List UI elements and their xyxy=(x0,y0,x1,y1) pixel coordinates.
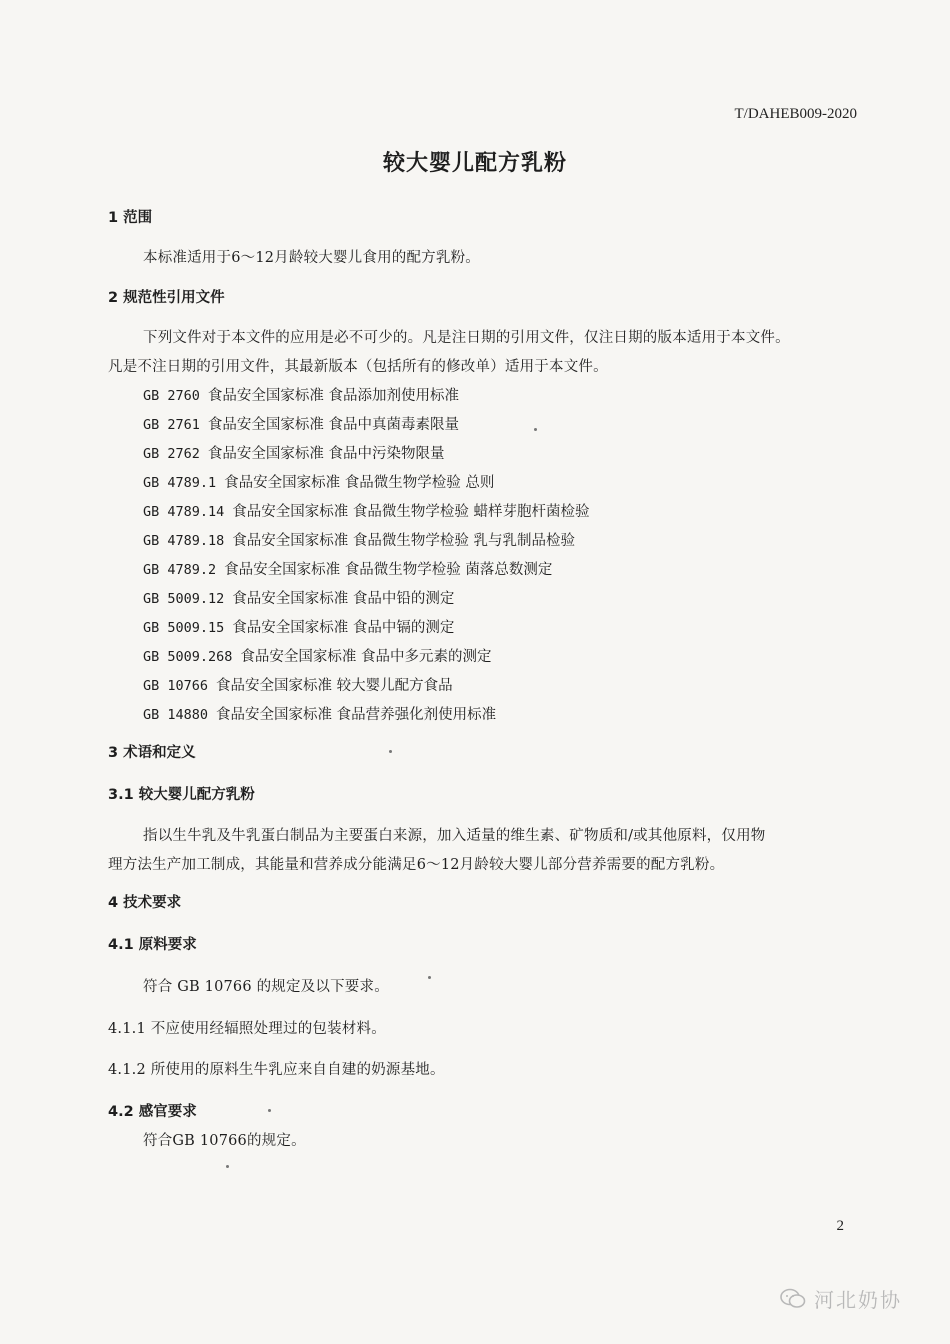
scan-speck xyxy=(268,1109,271,1112)
reference-title: 食品安全国家标准 食品微生物学检验 总则 xyxy=(224,475,495,491)
section-2-intro-line1: 下列文件对于本文件的应用是必不可少的。凡是注日期的引用文件，仅注日期的版本适用于本文件。 xyxy=(143,330,790,346)
section-3-1-line2: 理方法生产加工制成，其能量和营养成分能满足6～12月龄较大婴儿部分营养需要的配方乳粉。 xyxy=(108,857,725,873)
scan-speck xyxy=(226,1165,229,1168)
wechat-icon xyxy=(780,1288,806,1310)
watermark xyxy=(780,1284,902,1313)
reference-title: 食品安全国家标准 食品微生物学检验 乳与乳制品检验 xyxy=(232,533,575,549)
reference-title: 食品安全国家标准 食品中真菌毒素限量 xyxy=(207,417,460,433)
reference-code: GB 5009.15 xyxy=(143,620,225,636)
reference-item xyxy=(143,471,494,492)
reference-title: 食品安全国家标准 食品添加剂使用标准 xyxy=(207,388,460,404)
reference-code: GB 14880 xyxy=(143,707,209,723)
scan-speck xyxy=(389,750,392,753)
section-1-text: 本标准适用于6～12月龄较大婴儿食用的配方乳粉。 xyxy=(143,250,480,266)
section-4-1-text: 符合 GB 10766 的规定及以下要求。 xyxy=(143,979,389,995)
reference-item xyxy=(143,500,590,521)
section-4-1-1-text: 4.1.1 不应使用经辐照处理过的包装材料。 xyxy=(108,1021,386,1037)
reference-item xyxy=(143,413,459,434)
reference-title: 食品安全国家标准 食品中多元素的测定 xyxy=(240,649,492,665)
reference-item xyxy=(143,645,492,666)
section-4-1-heading: 4.1 原料要求 xyxy=(108,937,197,953)
reference-item xyxy=(143,558,552,579)
reference-item xyxy=(143,587,454,608)
reference-code: GB 2761 xyxy=(143,417,200,433)
reference-item xyxy=(143,703,496,724)
reference-code: GB 2762 xyxy=(143,446,200,462)
reference-item xyxy=(143,674,453,695)
reference-code: GB 5009.268 xyxy=(143,649,233,665)
reference-code: GB 4789.2 xyxy=(143,562,217,578)
reference-code: GB 4789.18 xyxy=(143,533,225,549)
reference-code: GB 4789.1 xyxy=(143,475,217,491)
reference-title: 食品安全国家标准 食品中污染物限量 xyxy=(207,446,445,462)
section-3-1-heading: 3.1 较大婴儿配方乳粉 xyxy=(108,787,255,803)
reference-code: GB 2760 xyxy=(143,388,200,404)
reference-item xyxy=(143,442,445,463)
section-3-heading: 3 术语和定义 xyxy=(108,745,196,761)
document-title: 较大婴儿配方乳粉 xyxy=(382,151,567,176)
reference-item xyxy=(143,616,454,637)
reference-title: 食品安全国家标准 食品微生物学检验 菌落总数测定 xyxy=(224,562,553,578)
reference-title: 食品安全国家标准 食品微生物学检验 蜡样芽胞杆菌检验 xyxy=(232,504,590,520)
scan-speck xyxy=(428,976,431,979)
reference-title: 食品安全国家标准 较大婴儿配方食品 xyxy=(216,678,453,694)
section-4-2-text: 符合GB 10766的规定。 xyxy=(143,1133,306,1149)
reference-title: 食品安全国家标准 食品中铅的测定 xyxy=(232,591,455,607)
reference-code: GB 10766 xyxy=(143,678,209,694)
document-code: T/DAHEB009-2020 xyxy=(734,106,857,122)
watermark-text: 河北奶协 xyxy=(814,1288,902,1312)
page-number: 2 xyxy=(836,1218,844,1234)
reference-title: 食品安全国家标准 食品营养强化剂使用标准 xyxy=(216,707,497,723)
reference-item xyxy=(143,384,459,405)
section-4-2-heading: 4.2 感官要求 xyxy=(108,1104,197,1120)
section-4-1-2-text: 4.1.2 所使用的原料生牛乳应来自自建的奶源基地。 xyxy=(108,1062,445,1078)
section-3-1-line1: 指以生牛乳及牛乳蛋白制品为主要蛋白来源，加入适量的维生素、矿物质和/或其他原料，仅用物 xyxy=(143,828,766,844)
section-2-intro-line2: 凡是不注日期的引用文件，其最新版本（包括所有的修改单）适用于本文件。 xyxy=(108,359,608,375)
reference-title: 食品安全国家标准 食品中镉的测定 xyxy=(232,620,455,636)
reference-item xyxy=(143,529,575,550)
reference-code: GB 4789.14 xyxy=(143,504,225,520)
reference-code: GB 5009.12 xyxy=(143,591,225,607)
scan-speck xyxy=(534,428,537,431)
section-4-heading: 4 技术要求 xyxy=(108,895,182,911)
section-1-heading: 1 范围 xyxy=(108,210,153,226)
section-2-heading: 2 规范性引用文件 xyxy=(108,290,225,306)
